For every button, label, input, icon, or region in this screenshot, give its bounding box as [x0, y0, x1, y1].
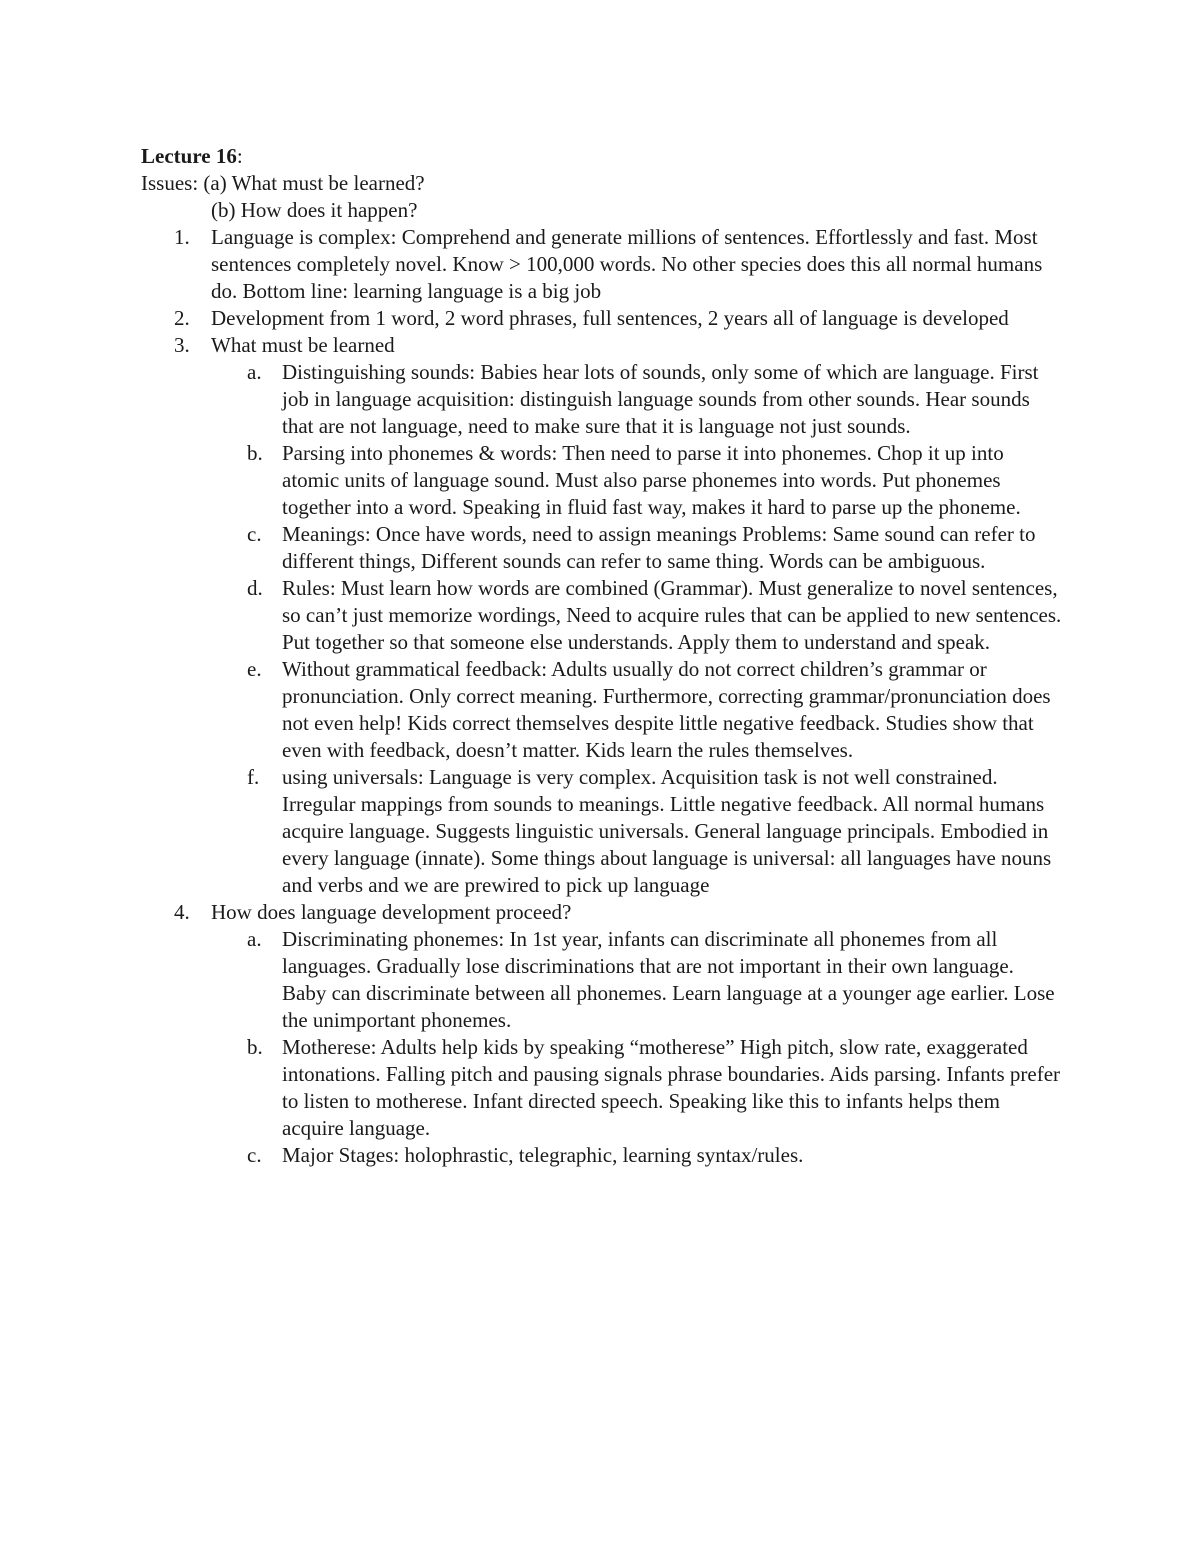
lecture-title — [141, 143, 1071, 170]
sub-item-text: Discriminating phonemes: In 1st year, infants can discriminate all phonemes from all languages. Gradually lose discriminations that are not important in their own language. Baby can discriminate between all phonemes. Learn language at a younger age earlier. Lose the unimportant phonemes. — [282, 927, 1055, 1032]
lecture-title-text: Lecture 16 — [141, 144, 237, 168]
sub-item-letter: e. — [247, 657, 262, 681]
sub-list-item — [141, 521, 1071, 575]
sub-item-text: Meanings: Once have words, need to assign meanings Problems: Same sound can refer to different things, Different sounds can refer to same thing. Words can be ambiguous. — [282, 522, 1036, 573]
sub-list-item — [141, 1142, 1071, 1169]
list-item-text: How does language development proceed? — [211, 900, 572, 924]
sub-list — [141, 926, 1071, 1169]
sub-list-item — [141, 359, 1071, 440]
sub-item-letter: a. — [247, 360, 262, 384]
sub-item-letter: a. — [247, 927, 262, 951]
list-item-number: 4. — [174, 900, 190, 924]
issues-line-a: Issues: (a) What must be learned? — [141, 171, 425, 195]
sub-item-text: Major Stages: holophrastic, telegraphic, learning syntax/rules. — [282, 1143, 804, 1167]
sub-list-item — [141, 764, 1071, 899]
sub-item-letter: c. — [247, 522, 262, 546]
list-item — [141, 899, 1071, 1169]
document-body — [141, 143, 1071, 1169]
sub-list-item — [141, 440, 1071, 521]
sub-list — [141, 359, 1071, 899]
sub-item-text: Rules: Must learn how words are combined (Grammar). Must generalize to novel sentences, so can’t just memorize wordings, Need to acquire rules that can be applied to new sentences. Put together so that someone else understands. Apply them to understand and speak. — [282, 576, 1062, 654]
sub-item-letter: b. — [247, 441, 263, 465]
list-item-number: 2. — [174, 306, 190, 330]
sub-list-item — [141, 575, 1071, 656]
sub-list-item — [141, 1034, 1071, 1142]
list-item — [141, 224, 1071, 305]
list-item-text: What must be learned — [211, 333, 395, 357]
sub-item-letter: f. — [247, 765, 260, 789]
sub-item-letter: b. — [247, 1035, 263, 1059]
list-item — [141, 305, 1071, 332]
list-item — [141, 332, 1071, 899]
sub-item-letter: c. — [247, 1143, 262, 1167]
list-item-text: Development from 1 word, 2 word phrases, full sentences, 2 years all of language is developed — [211, 306, 1009, 330]
sub-list-item — [141, 656, 1071, 764]
sub-item-text: using universals: Language is very complex. Acquisition task is not well constrained. Irregular mappings from sounds to meanings. Little negative feedback. All normal humans acquire language. Suggests linguistic universals. General language principals. Embodied in every language (innate). Some things about language is universal: all languages have nouns and verbs and we are prewired to pick up language — [282, 765, 1052, 897]
issues-line-b: (b) How does it happen? — [211, 198, 418, 222]
sub-item-text: Parsing into phonemes & words: Then need to parse it into phonemes. Chop it up into atomic units of language sound. Must also parse phonemes into words. Put phonemes together into a word. Speaking in fluid fast way, makes it hard to parse up the phoneme. — [282, 441, 1021, 519]
sub-list-item — [141, 926, 1071, 1034]
list-item-text: Language is complex: Comprehend and generate millions of sentences. Effortlessly and fast. Most sentences completely novel. Know > 100,000 words. No other species does this all normal humans do. Bottom line: learning language is a big job — [211, 225, 1043, 303]
sub-item-text: Distinguishing sounds: Babies hear lots of sounds, only some of which are language. First job in language acquisition: distinguish language sounds from other sounds. Hear sounds that are not language, need to make sure that it is language not just sounds. — [282, 360, 1039, 438]
list-item-number: 1. — [174, 225, 190, 249]
sub-item-letter: d. — [247, 576, 263, 600]
list-item-number: 3. — [174, 333, 190, 357]
lecture-title-colon: : — [236, 144, 243, 168]
sub-item-text: Without grammatical feedback: Adults usually do not correct children’s grammar or pronunciation. Only correct meaning. Furthermore, correcting grammar/pronunciation does not even help! Kids correct themselves despite little negative feedback. Studies show that even with feedback, doesn’t matter. Kids learn the rules themselves. — [282, 657, 1051, 762]
sub-item-text: Motherese: Adults help kids by speaking “motherese” High pitch, slow rate, exaggerated intonations. Falling pitch and pausing signals phrase boundaries. Aids parsing. Infants prefer to listen to motherese. Infant directed speech. Speaking like this to infants helps them acquire language. — [282, 1035, 1061, 1140]
